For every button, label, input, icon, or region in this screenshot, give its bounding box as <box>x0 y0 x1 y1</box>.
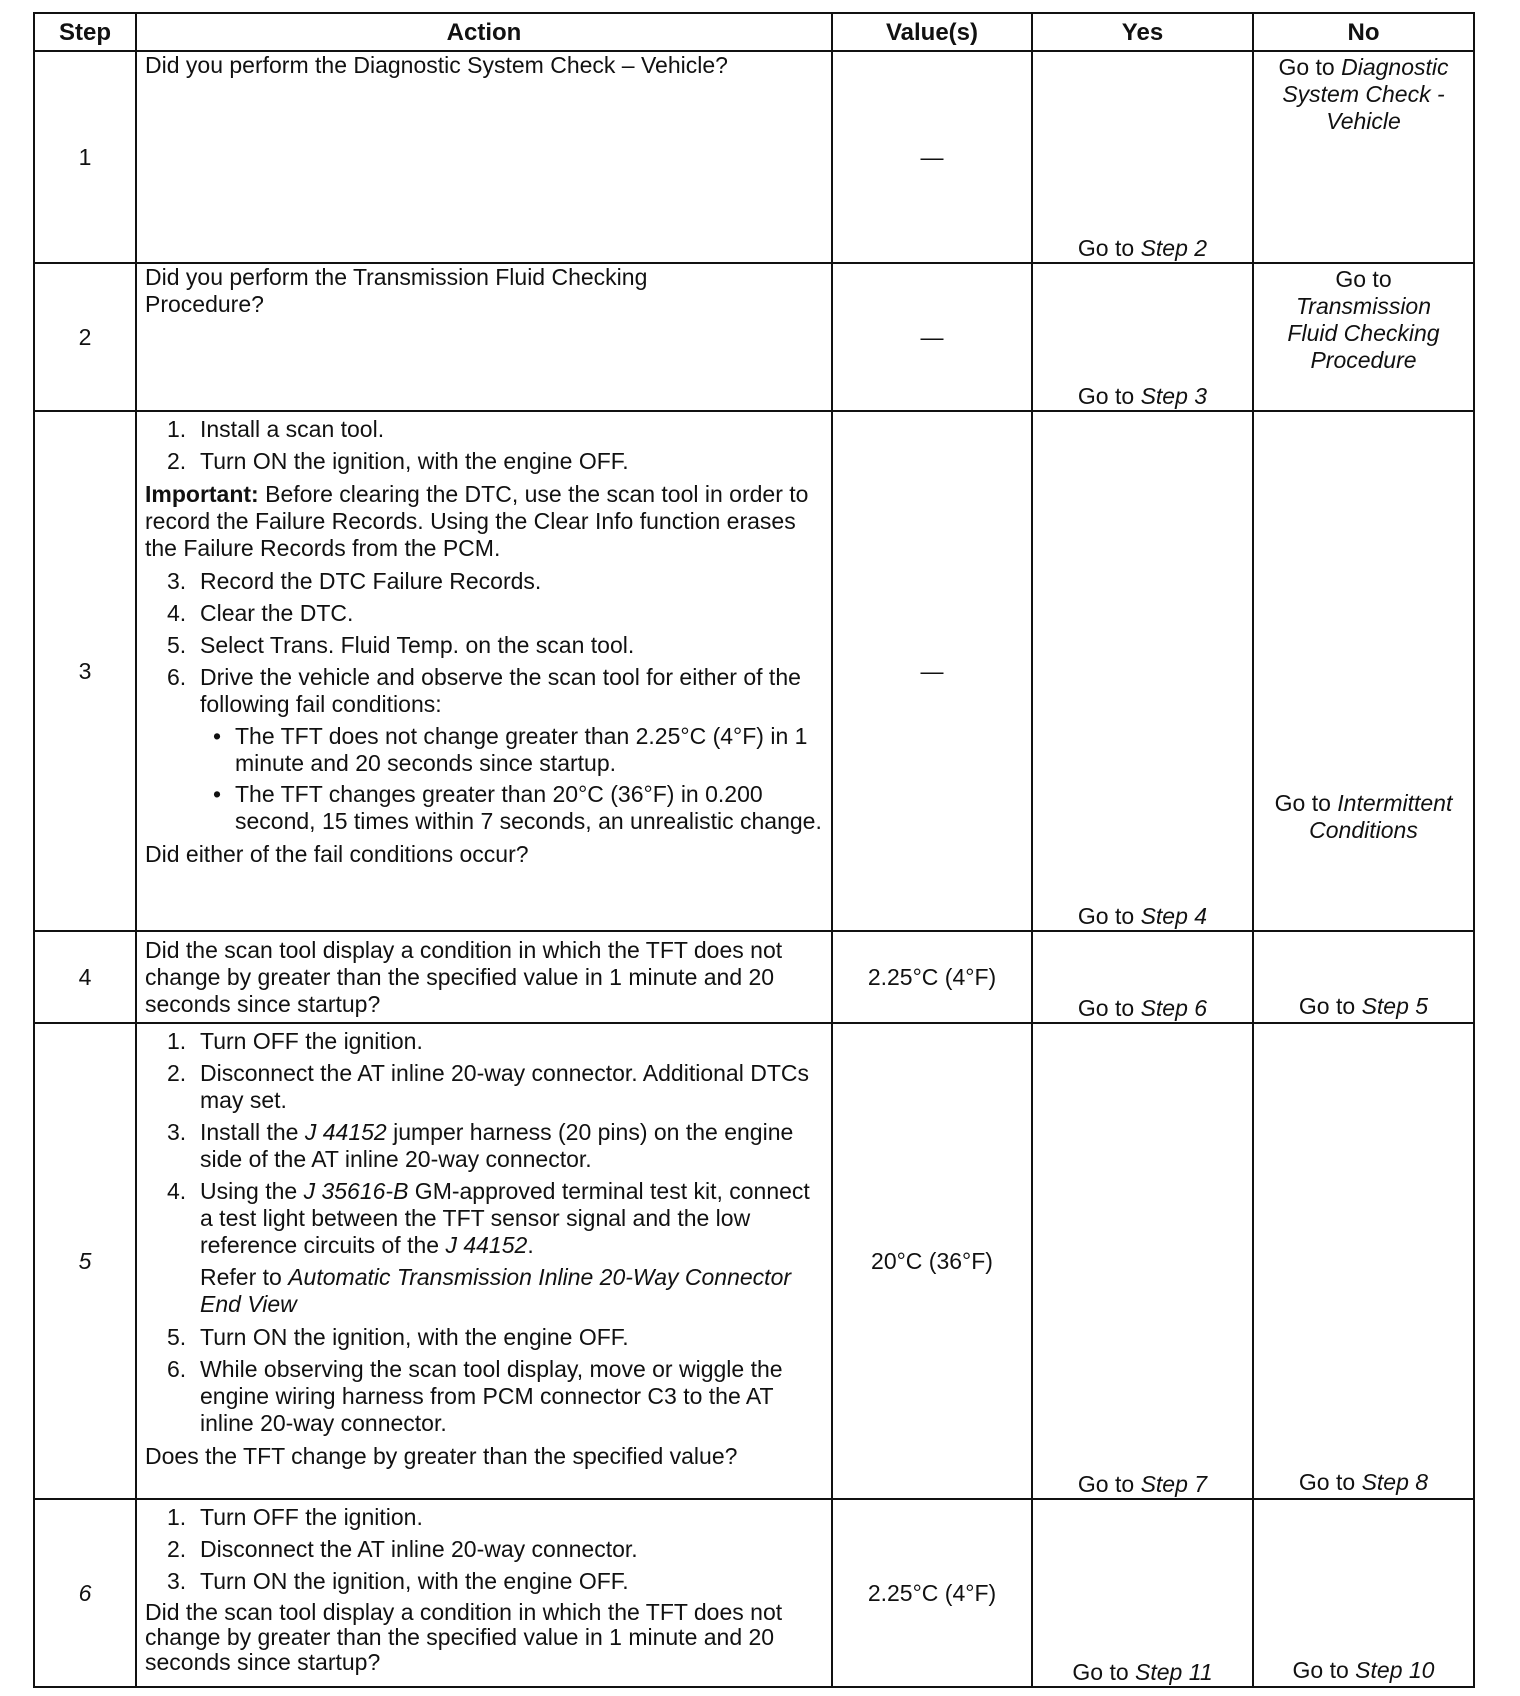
list-item: 2. Disconnect the AT inline 20-way connector. Additional DTCs may set. <box>167 1060 809 1113</box>
no-prefix: Go to <box>1274 790 1338 816</box>
table-row <box>34 51 1474 263</box>
tool-ref: J 44152 <box>304 1119 387 1145</box>
list-item: 1. Turn OFF the ignition. <box>167 1028 423 1054</box>
no-step-link[interactable]: Step 5 <box>1361 993 1429 1019</box>
value-cell <box>832 411 1032 931</box>
dash: — <box>920 657 944 684</box>
tool-ref: J 35616-B <box>303 1178 409 1204</box>
yes-cell <box>1032 51 1253 263</box>
no-cell <box>1253 411 1474 931</box>
yes-prefix: Go to <box>1077 1471 1141 1497</box>
yes-prefix: Go to <box>1072 1659 1136 1685</box>
bullet-item: • The TFT changes greater than 20°C (36°F) in 0.200 second, 15 times within 7 seconds, an unrealistic change. <box>213 781 822 834</box>
question-text: Did you perform the Diagnostic System Check – Vehicle? <box>145 52 728 78</box>
diagnostic-table <box>33 12 1475 1688</box>
no-cell <box>1253 931 1474 1023</box>
dash: — <box>920 143 944 170</box>
no-prefix: Go to <box>1292 1657 1356 1683</box>
table-row <box>34 263 1474 411</box>
action-cell <box>136 1499 832 1687</box>
no-step-link[interactable]: Step 10 <box>1355 1657 1435 1683</box>
value-cell: 2.25°C (4°F) <box>832 1499 1032 1687</box>
question-text: Did the scan tool display a condition in which the TFT does not change by greater than the specified value in 1 minute and 20 seconds since startup? <box>145 936 783 1017</box>
list-item: 3. Record the DTC Failure Records. <box>167 568 542 594</box>
yes-cell <box>1032 263 1253 411</box>
step-number: 3 <box>34 411 136 931</box>
header-action: Action <box>136 13 832 51</box>
list-item: 1. Turn OFF the ignition. <box>167 1504 423 1530</box>
yes-step-link[interactable]: Step 7 <box>1140 1471 1208 1497</box>
no-link-fluid-checking[interactable]: Transmission Fluid Checking Procedure <box>1287 293 1440 373</box>
list-item: 4. Using the J 35616-B GM-approved terminal test kit, connect a test light between the TFT sensor signal and the low reference circuits of the J 44152. <box>167 1178 810 1258</box>
no-step-link[interactable]: Step 8 <box>1361 1469 1429 1495</box>
list-item: 2. Turn ON the ignition, with the engine OFF. <box>167 448 629 474</box>
important-note: Important: Before clearing the DTC, use the scan tool in order to record the Failure Records. Using the Clear Info function erases the Failure Records from the PCM. <box>145 481 809 561</box>
no-link-intermittent[interactable]: Intermittent Conditions <box>1309 790 1453 843</box>
question-text: Did you perform the Transmission Fluid Checking Procedure? <box>145 264 648 317</box>
bullet-item: • The TFT does not change greater than 2.25°C (4°F) in 1 minute and 20 seconds since startup. <box>213 723 808 776</box>
header-values: Value(s) <box>832 13 1032 51</box>
action-cell <box>136 51 832 263</box>
tool-ref: J 44152 <box>445 1232 528 1258</box>
value-cell: 2.25°C (4°F) <box>832 931 1032 1023</box>
action-cell <box>136 411 832 931</box>
connector-end-view-link[interactable]: Automatic Transmission Inline 20-Way Connector End View <box>200 1264 792 1317</box>
table-row <box>34 1499 1474 1687</box>
no-cell <box>1253 1499 1474 1687</box>
yes-cell <box>1032 411 1253 931</box>
value-cell <box>832 263 1032 411</box>
no-cell <box>1253 51 1474 263</box>
header-yes: Yes <box>1032 13 1253 51</box>
no-cell <box>1253 1023 1474 1499</box>
value-cell: 20°C (36°F) <box>832 1023 1032 1499</box>
list-item: 1. Install a scan tool. <box>167 416 385 442</box>
yes-step-link[interactable]: Step 6 <box>1140 995 1208 1021</box>
dash: — <box>920 323 944 350</box>
step-number: 6 <box>34 1499 136 1687</box>
question-text: Does the TFT change by greater than the specified value? <box>145 1443 738 1469</box>
list-item: 2. Disconnect the AT inline 20-way connector. <box>167 1536 638 1562</box>
yes-prefix: Go to <box>1077 235 1141 261</box>
list-item: 4. Clear the DTC. <box>167 600 354 626</box>
list-item: 6. While observing the scan tool display, move or wiggle the engine wiring harness from PCM connector C3 to the AT inline 20-way connector. <box>167 1356 783 1436</box>
yes-prefix: Go to <box>1077 383 1141 409</box>
yes-step-link[interactable]: Step 4 <box>1140 903 1208 929</box>
step-number: 4 <box>34 931 136 1023</box>
value-cell <box>832 51 1032 263</box>
refer-note: Refer to Automatic Transmission Inline 20-Way Connector End View <box>200 1264 792 1317</box>
question-text: Did either of the fail conditions occur? <box>145 841 529 867</box>
action-cell <box>136 1023 832 1499</box>
no-prefix: Go to <box>1278 54 1342 80</box>
list-item: 5. Select Trans. Fluid Temp. on the scan tool. <box>167 632 635 658</box>
header-no: No <box>1253 13 1474 51</box>
yes-step-link[interactable]: Step 11 <box>1135 1659 1213 1685</box>
header-row <box>34 13 1474 51</box>
list-item: 3. Turn ON the ignition, with the engine OFF. <box>167 1568 629 1594</box>
step-number: 2 <box>34 263 136 411</box>
list-item: 6. Drive the vehicle and observe the scan tool for either of the following fail conditions: <box>167 664 801 717</box>
yes-step-link[interactable]: Step 2 <box>1140 235 1208 261</box>
table-row <box>34 1023 1474 1499</box>
yes-prefix: Go to <box>1077 903 1141 929</box>
step-number: 1 <box>34 51 136 263</box>
step-number: 5 <box>34 1023 136 1499</box>
yes-step-link[interactable]: Step 3 <box>1140 383 1208 409</box>
no-cell <box>1253 263 1474 411</box>
yes-cell <box>1032 1499 1253 1687</box>
list-item: 5. Turn ON the ignition, with the engine OFF. <box>167 1324 629 1350</box>
no-prefix: Go to <box>1298 1469 1362 1495</box>
list-item: 3. Install the J 44152 jumper harness (20 pins) on the engine side of the AT inline 20-way connector. <box>167 1119 794 1172</box>
yes-cell <box>1032 1023 1253 1499</box>
no-prefix: Go to <box>1335 266 1392 292</box>
no-link-diagnostic-system-check[interactable]: Diagnostic System Check - Vehicle <box>1282 54 1449 134</box>
header-step: Step <box>34 13 136 51</box>
no-prefix: Go to <box>1298 993 1362 1019</box>
question-text: Did the scan tool display a condition in which the TFT does not change by greater than the specified value in 1 minute and 20 seconds since startup? <box>145 1599 783 1675</box>
action-cell <box>136 931 832 1023</box>
yes-prefix: Go to <box>1077 995 1141 1021</box>
table-row <box>34 411 1474 931</box>
yes-cell <box>1032 931 1253 1023</box>
action-cell <box>136 263 832 411</box>
table-row <box>34 931 1474 1023</box>
